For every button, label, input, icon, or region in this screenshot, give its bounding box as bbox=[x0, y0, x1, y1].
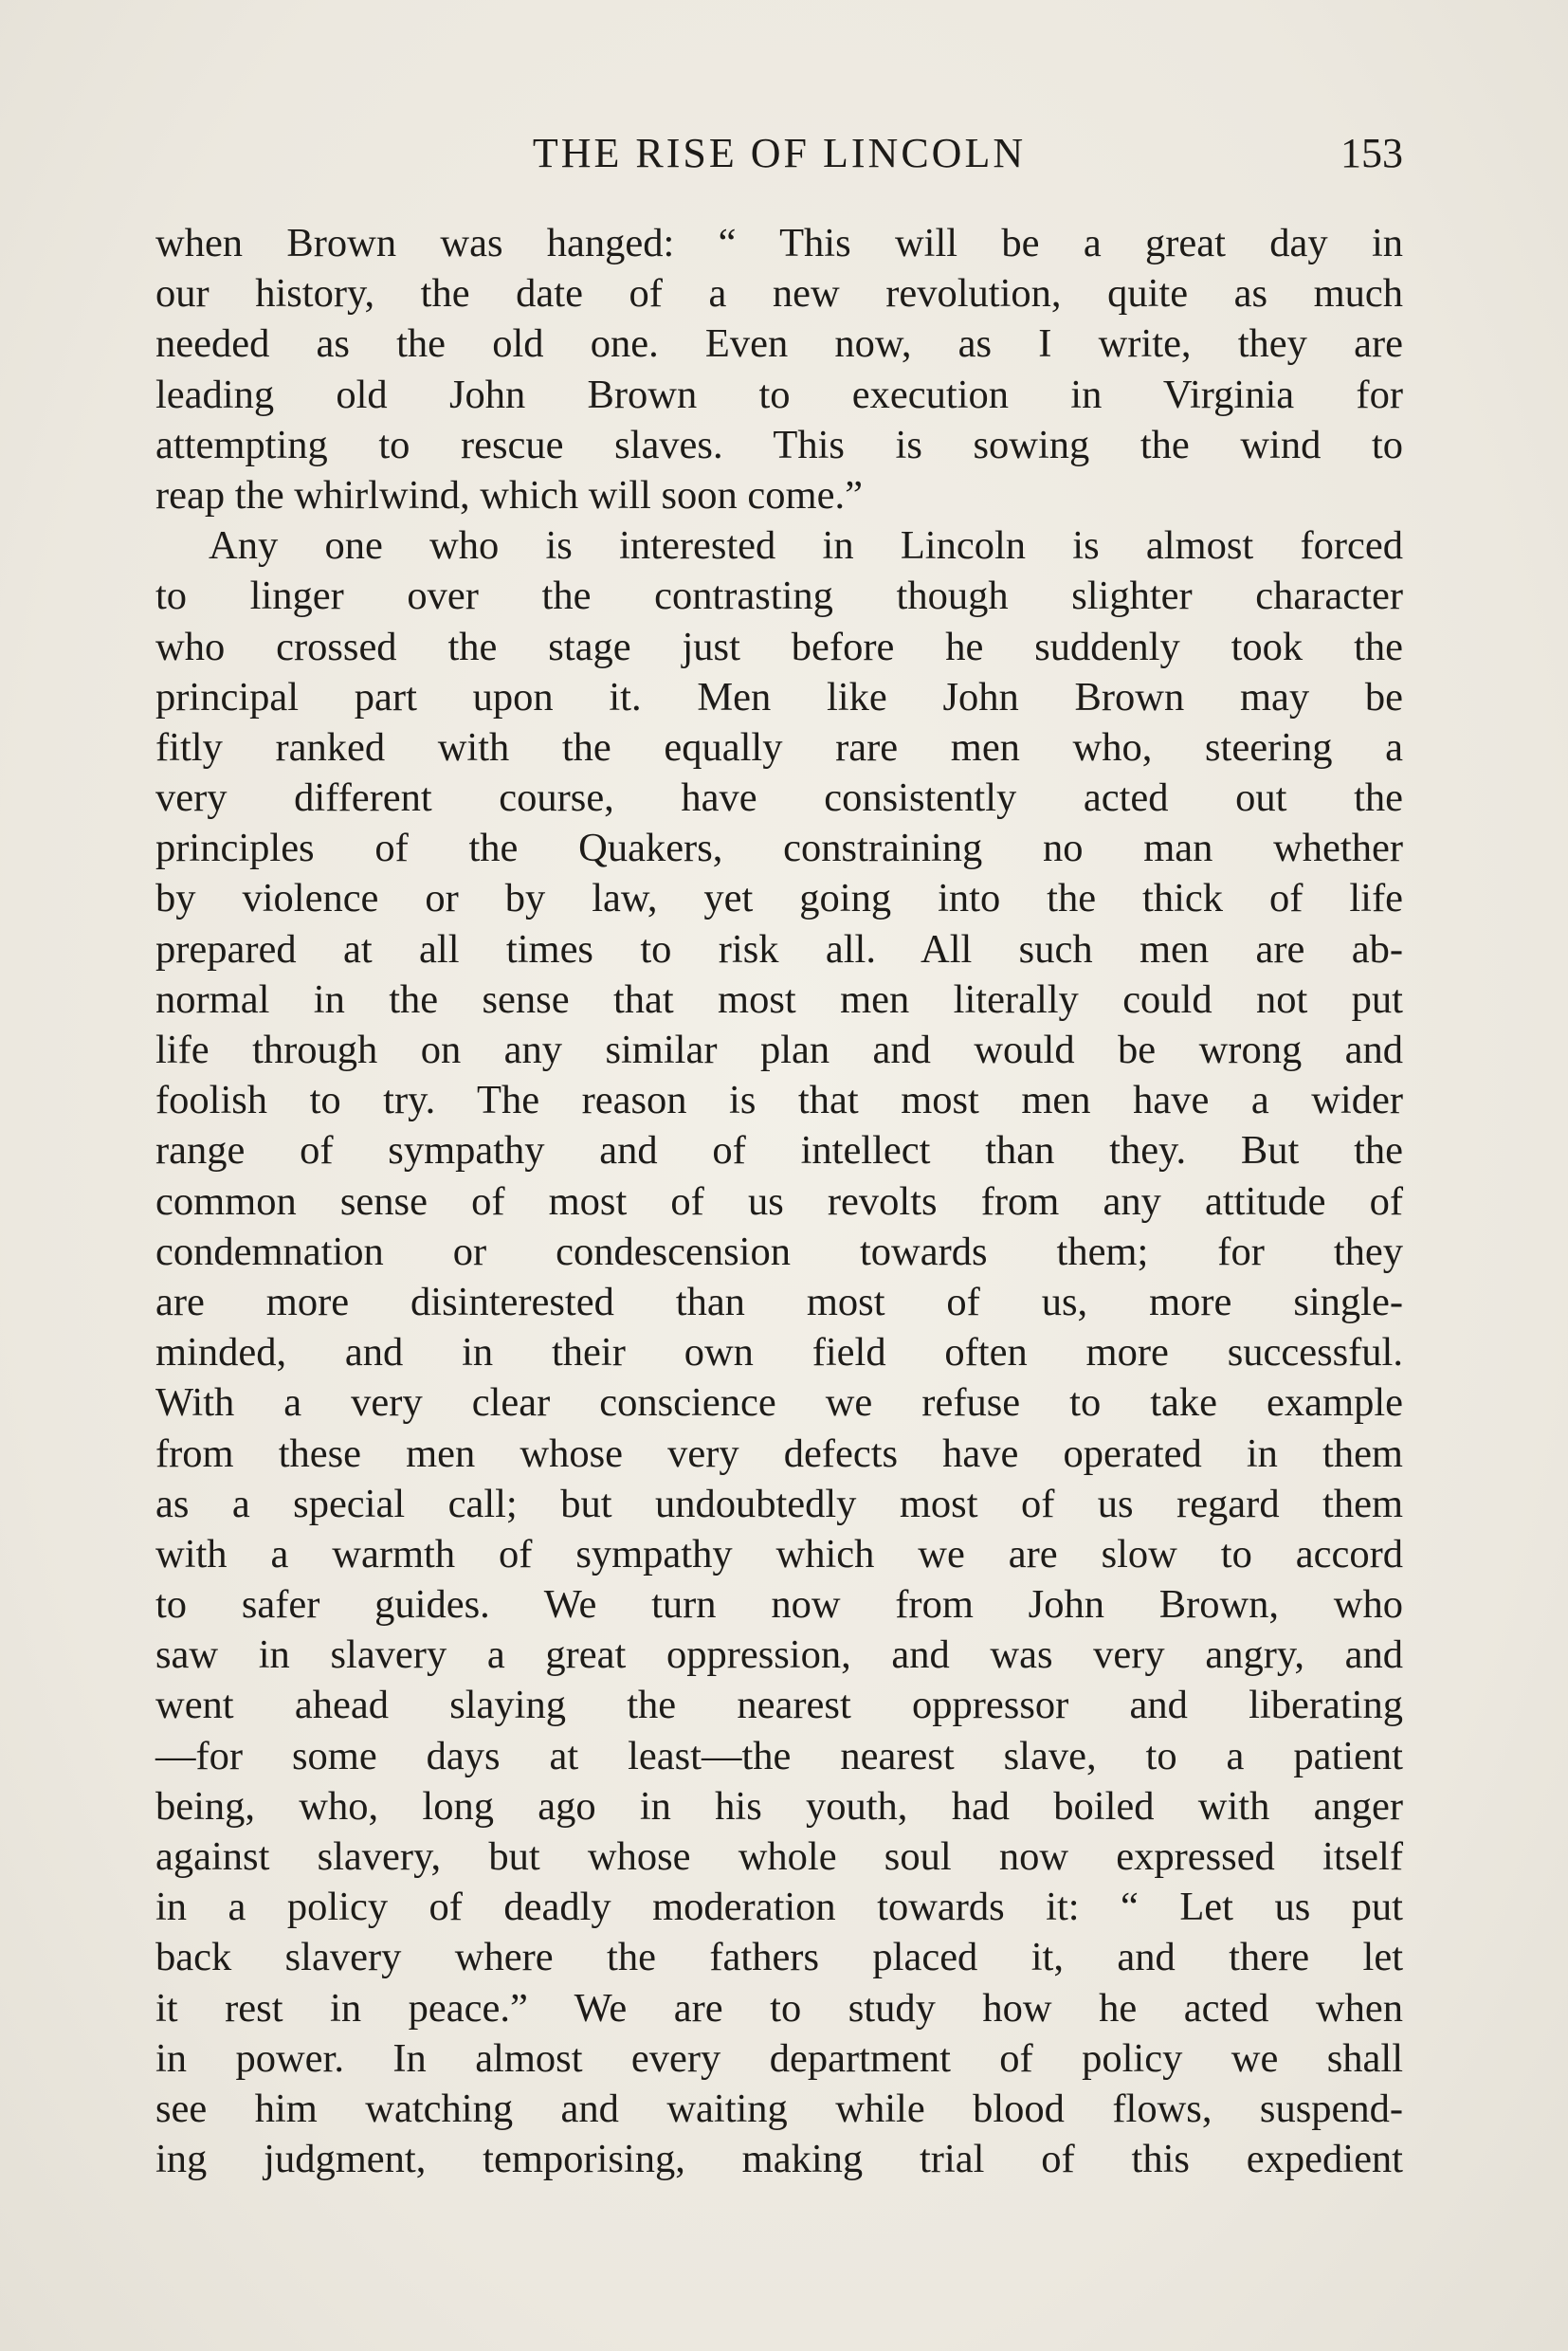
text-line: very different course, have consistently acted out the bbox=[155, 775, 1403, 821]
text-line: attempting to rescue slaves. This is sowing the wind to bbox=[155, 422, 1403, 467]
text-line: our history, the date of a new revolution, quite as much bbox=[155, 271, 1403, 317]
text-line: principles of the Quakers, constraining no man whether bbox=[155, 826, 1403, 871]
text-line: range of sympathy and of intellect than they. But the bbox=[155, 1128, 1403, 1174]
text-line: against slavery, but whose whole soul now expressed itself bbox=[155, 1834, 1403, 1879]
text-line: being, who, long ago in his youth, had boiled with anger bbox=[155, 1783, 1403, 1829]
text-line: common sense of most of us revolts from any attitude of bbox=[155, 1178, 1403, 1224]
text-line: in a policy of deadly moderation towards it: “ Let us put bbox=[155, 1885, 1403, 1930]
text-line: saw in slavery a great oppression, and was very angry, and bbox=[155, 1632, 1403, 1678]
text-line: who crossed the stage just before he suddenly took the bbox=[155, 624, 1403, 669]
text-line: from these men whose very defects have operated in them bbox=[155, 1431, 1403, 1476]
text-line: back slavery where the fathers placed it, and there let bbox=[155, 1935, 1403, 1980]
body-text bbox=[155, 218, 1403, 2184]
text-line: With a very clear conscience we refuse to take example bbox=[155, 1380, 1403, 1426]
text-line: normal in the sense that most men literally could not put bbox=[155, 976, 1403, 1022]
text-line: —for some days at least—the nearest slave, to a patient bbox=[155, 1733, 1403, 1778]
paragraph-end-line: reap the whirlwind, which will soon come.” bbox=[155, 472, 863, 518]
running-head bbox=[155, 125, 1403, 182]
text-line: in power. In almost every department of policy we shall bbox=[155, 2035, 1403, 2081]
text-line: it rest in peace.” We are to study how he acted when bbox=[155, 1985, 1403, 2031]
text-line: with a warmth of sympathy which we are slow to accord bbox=[155, 1531, 1403, 1576]
text-line: ing judgment, temporising, making trial of this expedient bbox=[155, 2137, 1403, 2182]
text-line: life through on any similar plan and would be wrong and bbox=[155, 1028, 1403, 1072]
text-line: went ahead slaying the nearest oppressor and liberating bbox=[155, 1683, 1403, 1728]
text-line: foolish to try. The reason is that most men have a wider bbox=[155, 1078, 1403, 1123]
text-line: condemnation or condescension towards them; for they bbox=[155, 1229, 1403, 1274]
text-line: principal part upon it. Men like John Brown may be bbox=[155, 674, 1403, 720]
text-line: leading old John Brown to execution in Virginia for bbox=[155, 372, 1403, 417]
text-line: by violence or by law, yet going into the thick of life bbox=[155, 876, 1403, 921]
text-line: fitly ranked with the equally rare men who, steering a bbox=[155, 724, 1403, 770]
text-line: to linger over the contrasting though slighter character bbox=[155, 574, 1403, 619]
text-line: prepared at all times to risk all. All such men are ab- bbox=[155, 926, 1403, 972]
text-line: as a special call; but undoubtedly most of us regard them bbox=[155, 1481, 1403, 1526]
text-line: to safer guides. We turn now from John Brown, who bbox=[155, 1582, 1403, 1628]
text-line: minded, and in their own field often more successful. bbox=[155, 1330, 1403, 1376]
paragraph-first-line: Any one who is interested in Lincoln is almost forced bbox=[209, 523, 1403, 569]
text-line: are more disinterested than most of us, more single- bbox=[155, 1279, 1403, 1324]
text-line: see him watching and waiting while blood flows, suspend- bbox=[155, 2086, 1403, 2131]
page-number: 153 bbox=[1340, 130, 1403, 176]
text-line: when Brown was hanged: “ This will be a great day in bbox=[155, 221, 1403, 265]
text-line: needed as the old one. Even now, as I write, they are bbox=[155, 321, 1403, 367]
running-title: THE RISE OF LINCOLN bbox=[532, 130, 1027, 176]
